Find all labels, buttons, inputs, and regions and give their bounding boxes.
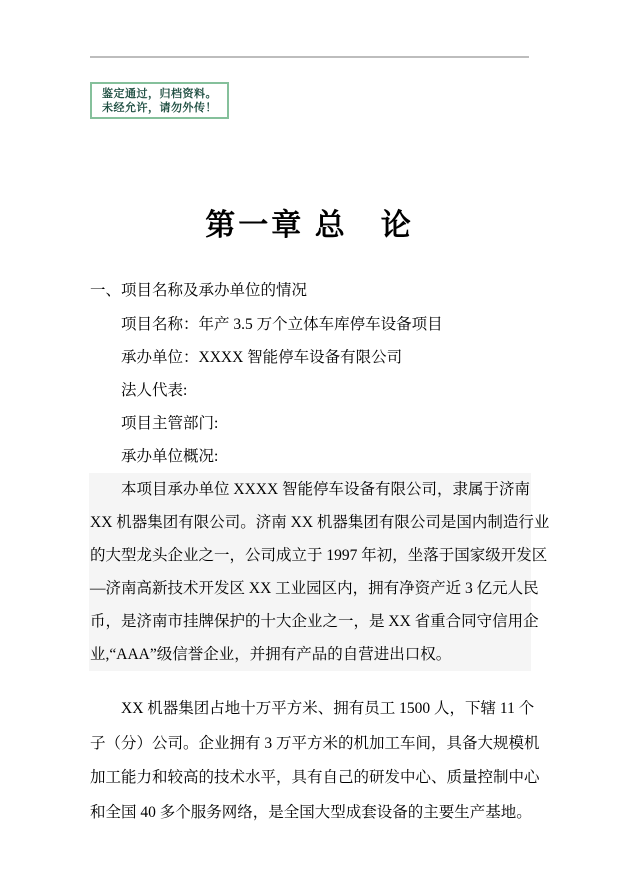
paragraph-line: 本项目承办单位 XXXX 智能停车设备有限公司，隶属于济南 xyxy=(121,481,531,498)
paragraph-line: 和全国 40 多个服务网络，是全国大型成套设备的主要生产基地。 xyxy=(90,803,532,821)
chapter-title: 第一章 总 论 xyxy=(205,209,414,242)
company-overview-paragraph xyxy=(89,473,550,671)
paragraph-line: 业,“AAA”级信誉企业，并拥有产品的自营进出口权。 xyxy=(90,646,452,663)
paragraph-line: 子（分）公司。企业拥有 3 万平方米的机加工车间，具备大规模机 xyxy=(90,734,540,752)
confidential-stamp-box xyxy=(90,82,229,119)
paragraph-line: XX 机器集团占地十万平方米、拥有员工 1500 人，下辖 11 个 xyxy=(121,700,535,717)
field-competent-department: 项目主管部门: xyxy=(121,415,219,432)
paragraph-line: —济南高新技术开发区 XX 工业园区内，拥有净资产近 3 亿元人民 xyxy=(90,580,539,597)
paragraph-line: 币，是济南市挂牌保护的十大企业之一，是 XX 省重合同守信用企 xyxy=(90,613,539,630)
group-overview-paragraph xyxy=(90,692,540,830)
field-unit-overview: 承办单位概况: xyxy=(121,448,219,465)
field-legal-representative: 法人代表: xyxy=(121,382,188,399)
project-info-fields xyxy=(90,308,529,473)
stamp-line-2: 未经允许，请勿外传！ xyxy=(102,102,217,114)
field-project-name: 项目名称：年产 3.5 万个立体车库停车设备项目 xyxy=(121,316,443,333)
paragraph-line: 的大型龙头企业之一，公司成立于 1997 年初，坐落于国家级开发区 xyxy=(90,547,548,564)
header-divider-line xyxy=(90,56,529,58)
paragraph-line: XX 机器集团有限公司。济南 XX 机器集团有限公司是国内制造行业 xyxy=(90,514,550,531)
field-undertaking-unit: 承办单位：XXXX 智能停车设备有限公司 xyxy=(121,349,403,366)
stamp-line-1: 鉴定通过，归档资料。 xyxy=(102,88,217,100)
paragraph-line: 加工能力和较高的技术水平，具有自己的研发中心、质量控制中心 xyxy=(90,769,540,786)
section-heading: 一、项目名称及承办单位的情况 xyxy=(90,282,308,299)
